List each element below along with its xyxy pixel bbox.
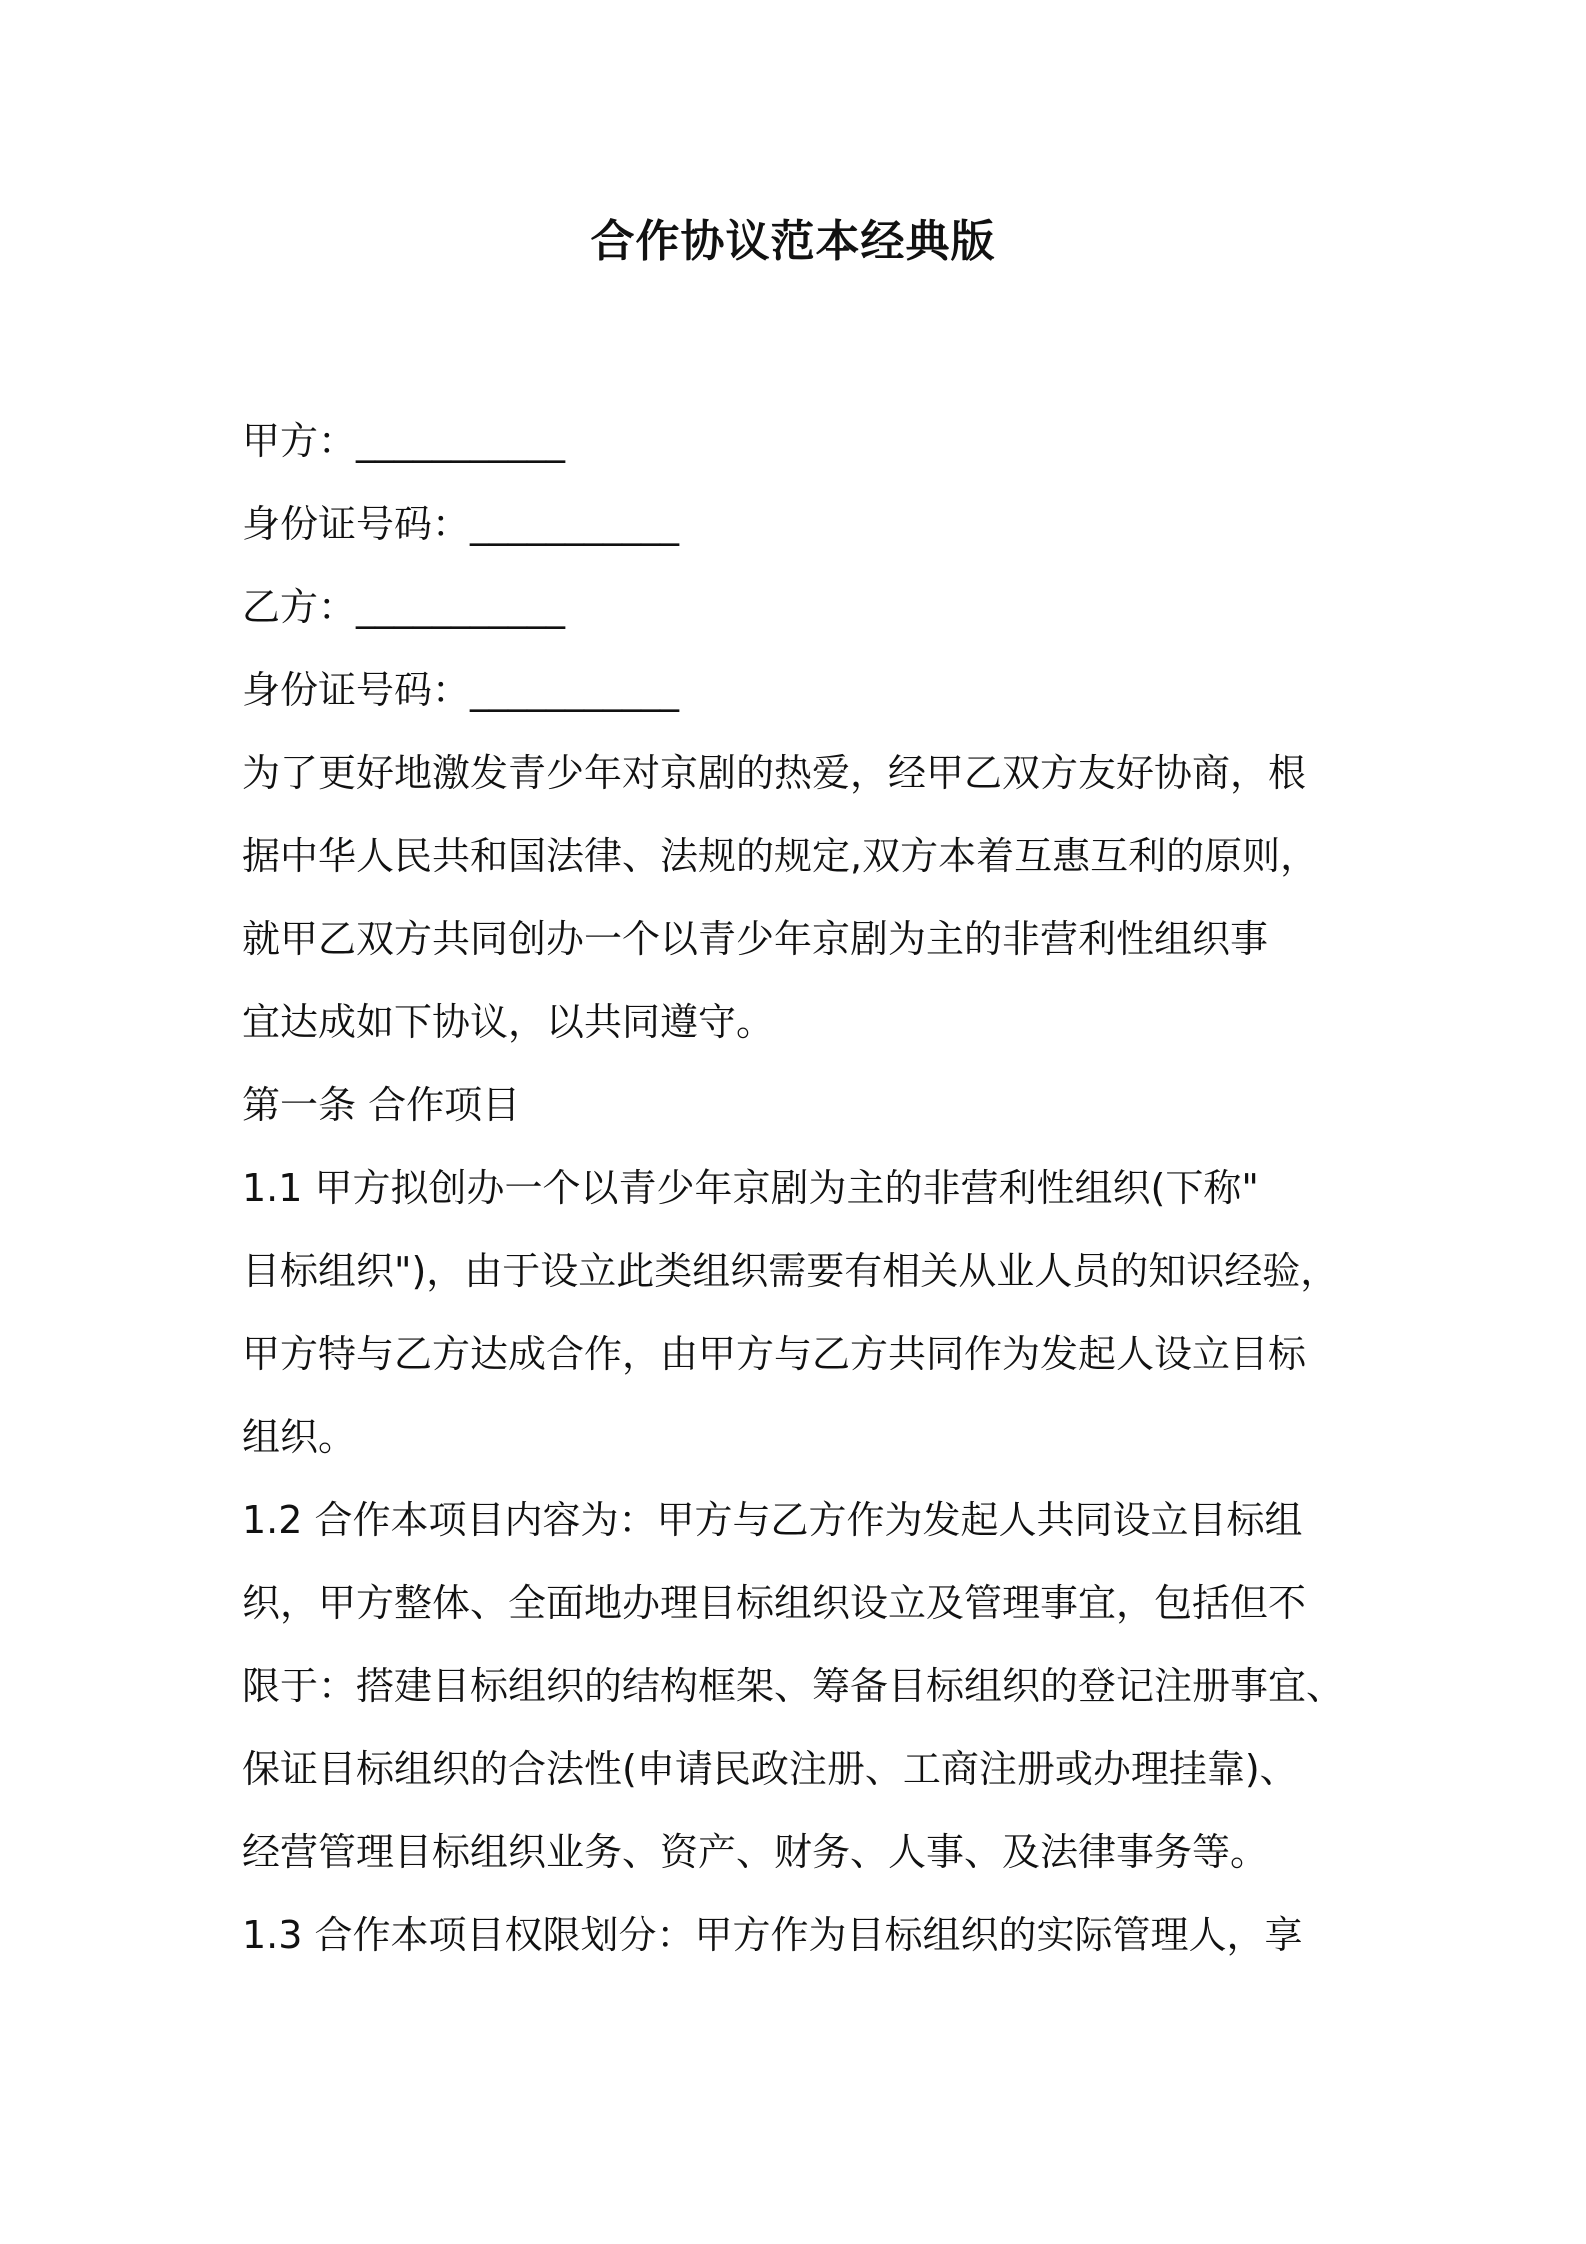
field-blank: ___________ — [470, 668, 680, 712]
text-line: 组织。 — [242, 1415, 357, 1459]
text-line: 织，甲方整体、全面地办理目标组织设立及管理事宜，包括但不 — [242, 1581, 1307, 1625]
text-line: 目标组织")，由于设立此类组织需要有相关从业人员的知识经验， — [242, 1249, 1339, 1293]
field-label: 甲方： — [242, 419, 357, 463]
field-label: 身份证号码： — [242, 668, 471, 712]
text-line: 据中华人民共和国法律、法规的规定,双方本着互惠互利的原则， — [242, 834, 1319, 878]
field-label: 身份证号码： — [242, 502, 471, 546]
text-line: 1.3 合作本项目权限划分：甲方作为目标组织的实际管理人，享 — [242, 1913, 1303, 1957]
text-line: 限于：搭建目标组织的结构框架、筹备目标组织的登记注册事宜、 — [242, 1664, 1345, 1708]
party-a-field — [242, 400, 1358, 483]
text-line: 甲方特与乙方达成合作，由甲方与乙方共同作为发起人设立目标 — [242, 1332, 1307, 1376]
text-line: 保证目标组织的合法性(申请民政注册、工商注册或办理挂靠)、 — [242, 1747, 1298, 1791]
section-heading: 第一条 合作项目 — [242, 1083, 521, 1127]
text-line: 就甲乙双方共同创办一个以青少年京剧为主的非营利性组织事 — [242, 917, 1269, 961]
document-body — [242, 400, 1358, 1977]
party-b-field — [242, 566, 1358, 649]
party-b-id-field — [242, 649, 1358, 732]
field-blank: ___________ — [356, 585, 566, 629]
field-blank: ___________ — [470, 502, 680, 546]
text-line: 经营管理目标组织业务、资产、财务、人事、及法律事务等。 — [242, 1830, 1269, 1874]
text-line: 宜达成如下协议，以共同遵守。 — [242, 1000, 775, 1044]
field-blank: ___________ — [356, 419, 566, 463]
text-line: 1.1 甲方拟创办一个以青少年京剧为主的非营利性组织(下称" — [242, 1166, 1259, 1210]
party-a-id-field — [242, 483, 1358, 566]
field-label: 乙方： — [242, 585, 357, 629]
text-line: 为了更好地激发青少年对京剧的热爱，经甲乙双方友好协商，根 — [242, 751, 1307, 795]
text-line: 1.2 合作本项目内容为：甲方与乙方作为发起人共同设立目标组 — [242, 1498, 1303, 1542]
document-title: 合作协议范本经典版 — [590, 216, 996, 267]
